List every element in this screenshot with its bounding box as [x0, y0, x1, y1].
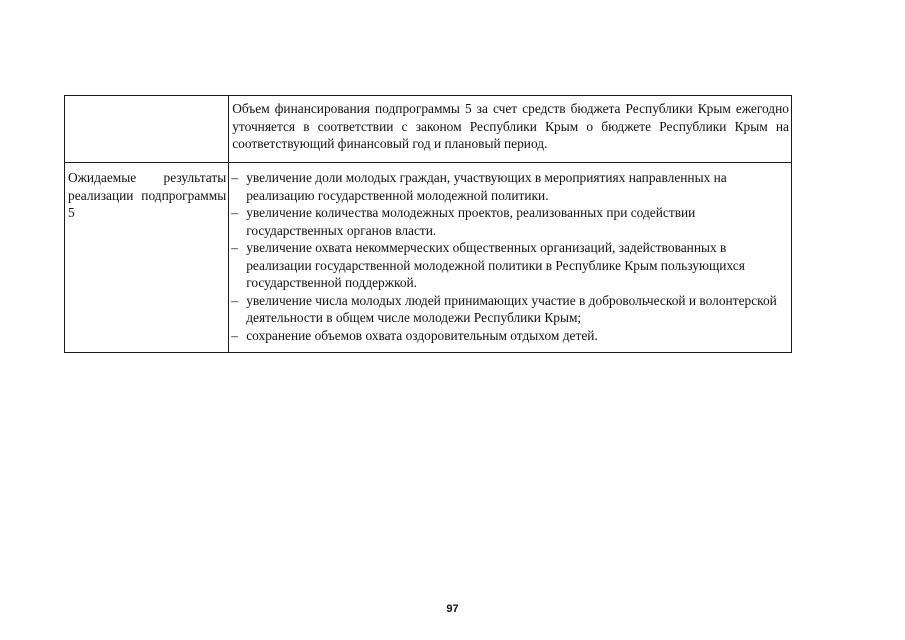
list-item [231, 327, 787, 345]
list-item-text: увеличение количества молодежных проектов, реализованных при содействии государственных органов власти. [246, 205, 696, 238]
list-item-text: увеличение охвата некоммерческих общественных организаций, задействованных в реализации государственной молодежной политики в Республике Крым пользующихся государственной поддержкой. [246, 240, 745, 290]
list-item-text: увеличение доли молодых граждан, участвующих в мероприятиях направленных на реализацию государственной молодежной политики. [246, 170, 727, 203]
financing-text-cell: Объем финансирования подпрограммы 5 за счет средств бюджета Республики Крым ежегодно уточняется в соответствии с законом Республики Крым о бюджете Республики Крым на соответствующий финансовый год и плановый период. [229, 96, 792, 163]
list-item-text: сохранение объемов охвата оздоровительным отдыхом детей. [246, 327, 598, 343]
dash-bullet: – [231, 170, 238, 185]
list-item [231, 292, 787, 327]
table-row-financing [65, 96, 792, 163]
expected-results-list [231, 169, 787, 344]
table-row-expected-results [65, 163, 792, 353]
list-item [231, 169, 787, 204]
expected-results-label-cell [65, 163, 229, 353]
dash-bullet: – [231, 292, 238, 308]
list-item [231, 204, 787, 239]
expected-results-list-cell [229, 163, 792, 353]
dash-bullet: – [231, 240, 238, 255]
list-item-text: увеличение числа молодых людей принимающих участие в добровольческой и волонтерской деятельности в общем числе молодежи Республики Крым; [246, 292, 777, 325]
program-table [64, 95, 792, 353]
dash-bullet: – [231, 327, 238, 343]
financing-label-cell [65, 96, 229, 163]
expected-results-heading: Ожидаемые результаты реализации подпрограммы 5 [68, 170, 227, 220]
list-item [231, 239, 787, 292]
dash-bullet: – [231, 205, 238, 220]
page-number: 97 [446, 603, 459, 615]
